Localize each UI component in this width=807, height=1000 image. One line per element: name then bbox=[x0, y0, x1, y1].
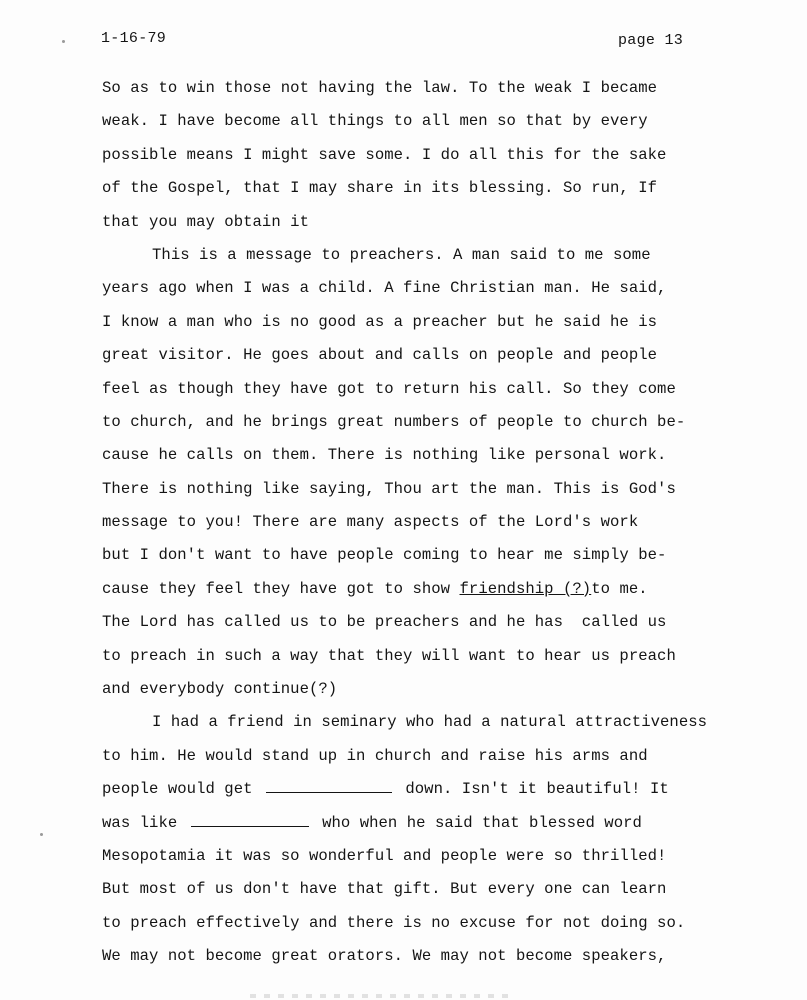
text-line-with-blank bbox=[102, 807, 792, 840]
margin-speck bbox=[40, 833, 43, 836]
body-text bbox=[102, 72, 792, 974]
margin-speck bbox=[62, 40, 65, 43]
text-line-with-underline bbox=[102, 573, 792, 606]
text-line: but I don't want to have people coming to hear me simply be- bbox=[102, 546, 667, 565]
paragraph-start-line: This is a message to preachers. A man said to me some bbox=[152, 245, 651, 264]
text-line: Mesopotamia it was so wonderful and people were so thrilled! bbox=[102, 846, 667, 865]
paragraph-start-line: I had a friend in seminary who had a natural attractiveness bbox=[152, 713, 708, 732]
text-fragment: to me. bbox=[591, 579, 648, 598]
text-line: There is nothing like saying, Thou art the man. This is God's bbox=[102, 479, 676, 498]
text-line: to preach effectively and there is no excuse for not doing so. bbox=[102, 913, 686, 932]
text-fragment: was like bbox=[102, 813, 187, 832]
text-fragment: down. Isn't it beautiful! It bbox=[395, 780, 669, 799]
text-line: of the Gospel, that I may share in its blessing. So run, If bbox=[102, 179, 658, 198]
text-line: I know a man who is no good as a preacher but he said he is bbox=[102, 312, 658, 331]
text-line: The Lord has called us to be preachers and he has called us bbox=[102, 613, 667, 632]
text-line: feel as though they have got to return his call. So they come bbox=[102, 379, 676, 398]
text-line: that you may obtain it bbox=[102, 212, 309, 231]
text-line: But most of us don't have that gift. But every one can learn bbox=[102, 880, 667, 899]
text-line: great visitor. He goes about and calls on people and people bbox=[102, 346, 658, 365]
text-line: to preach in such a way that they will want to hear us preach bbox=[102, 646, 676, 665]
blank-underline bbox=[191, 812, 309, 827]
text-line: We may not become great orators. We may not become speakers, bbox=[102, 947, 667, 966]
text-line: message to you! There are many aspects of the Lord's work bbox=[102, 513, 639, 532]
text-line: years ago when I was a child. A fine Christian man. He said, bbox=[102, 279, 667, 298]
text-line: to him. He would stand up in church and raise his arms and bbox=[102, 746, 648, 765]
text-line: to church, and he brings great numbers of people to church be- bbox=[102, 412, 686, 431]
header-date: 1-16-79 bbox=[101, 30, 167, 47]
scan-artifact bbox=[250, 994, 510, 998]
text-line: and everybody continue(?) bbox=[102, 680, 338, 699]
text-line: possible means I might save some. I do all this for the sake bbox=[102, 145, 667, 164]
text-line: weak. I have become all things to all men so that by every bbox=[102, 112, 648, 131]
text-fragment: people would get bbox=[102, 780, 262, 799]
text-fragment: who when he said that blessed word bbox=[312, 813, 642, 832]
text-line: So as to win those not having the law. To the weak I became bbox=[102, 79, 658, 97]
text-fragment: cause they feel they have got to show bbox=[102, 579, 460, 598]
blank-underline bbox=[266, 778, 392, 793]
text-line-with-blank bbox=[102, 773, 792, 806]
header-page-number: page 13 bbox=[618, 32, 684, 49]
text-line: cause he calls on them. There is nothing like personal work. bbox=[102, 446, 667, 465]
underlined-friendship: friendship (?) bbox=[459, 579, 592, 598]
